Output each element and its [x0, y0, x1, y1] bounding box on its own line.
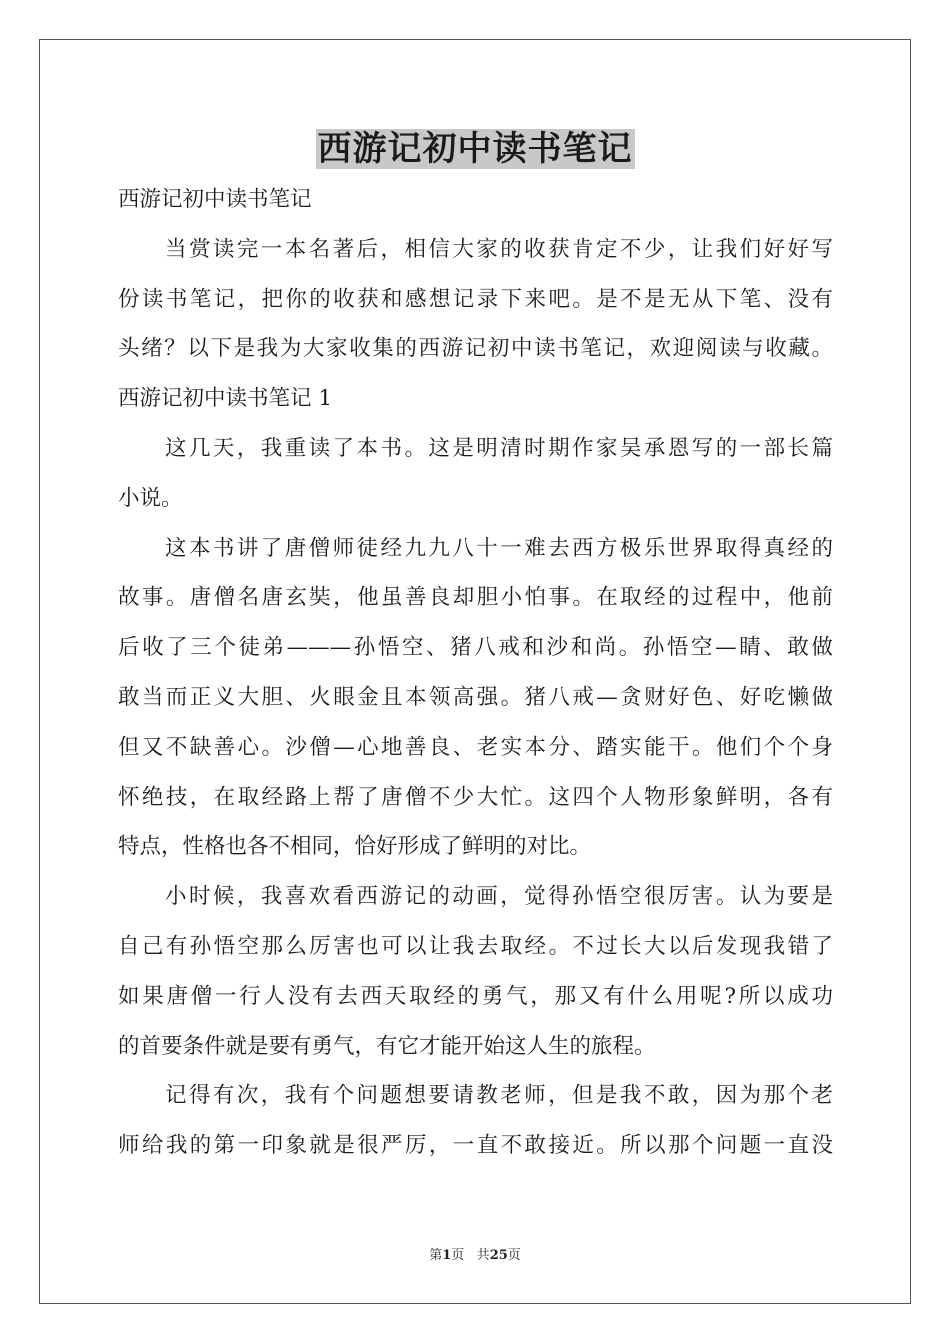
body-line: 这几天，我重读了本书。这是明清时期作家吴承恩写的一部长篇 [165, 435, 833, 461]
footer-total-prefix: 共 [476, 1248, 490, 1263]
body-line: 自己有孙悟空那么厉害也可以让我去取经。不过长大以后发现我错了 [118, 933, 833, 959]
footer-page-suffix: 页 [451, 1248, 465, 1263]
body-line: 小说。 [118, 485, 183, 511]
body-line: 后收了三个徒弟———孙悟空、猪八戒和沙和尚。孙悟空—睛、敢做 [118, 635, 833, 661]
document-title [0, 127, 950, 171]
body-line: 头绪？以下是我为大家收集的西游记初中读书笔记，欢迎阅读与收藏。 [118, 336, 833, 362]
footer-total-suffix: 页 [507, 1248, 521, 1263]
body-line: 敢当而正义大胆、火眼金且本领高强。猪八戒—贪财好色、好吃懒做 [118, 684, 833, 710]
body-line: 西游记初中读书笔记 [118, 187, 312, 212]
page-footer [0, 1247, 950, 1265]
document-title-text: 西游记初中读书笔记 [317, 129, 633, 169]
body-line: 小时候，我喜欢看西游记的动画，觉得孙悟空很厉害。认为要是 [165, 884, 833, 910]
footer-total-pages: 25 [489, 1248, 508, 1263]
body-line: 份读书笔记，把你的收获和感想记录下来吧。是不是无从下笔、没有 [118, 286, 833, 312]
body-line: 怀绝技，在取经路上帮了唐僧不少大忙。这四个人物形象鲜明，各有 [118, 784, 833, 810]
body-line: 特点，性格也各不相同，恰好形成了鲜明的对比。 [118, 834, 592, 860]
body-line: 记得有次，我有个问题想要请教老师，但是我不敢，因为那个老 [165, 1083, 833, 1109]
body-line: 的首要条件就是要有勇气，有它才能开始这人生的旅程。 [118, 1033, 656, 1059]
body-line: 故事。唐僧名唐玄奘，他虽善良却胆小怕事。在取经的过程中，他前 [118, 585, 833, 611]
body-line: 这本书讲了唐僧师徒经九九八十一难去西方极乐世界取得真经的 [165, 535, 833, 561]
body-line: 如果唐僧一行人没有去西天取经的勇气，那又有什么用呢?所以成功 [118, 983, 833, 1009]
body-line: 师给我的第一印象就是很严厉，一直不敢接近。所以那个问题一直没 [118, 1133, 833, 1159]
document-body [118, 175, 833, 1171]
body-line: 当赏读完一本名著后，相信大家的收获肯定不少，让我们好好写 [165, 236, 833, 262]
footer-page-prefix: 第 [429, 1248, 443, 1263]
body-line: 但又不缺善心。沙僧—心地善良、老实本分、踏实能干。他们个个身 [118, 734, 833, 760]
footer-page-number: 1 [442, 1248, 452, 1263]
body-line: 西游记初中读书笔记 1 [118, 386, 333, 412]
